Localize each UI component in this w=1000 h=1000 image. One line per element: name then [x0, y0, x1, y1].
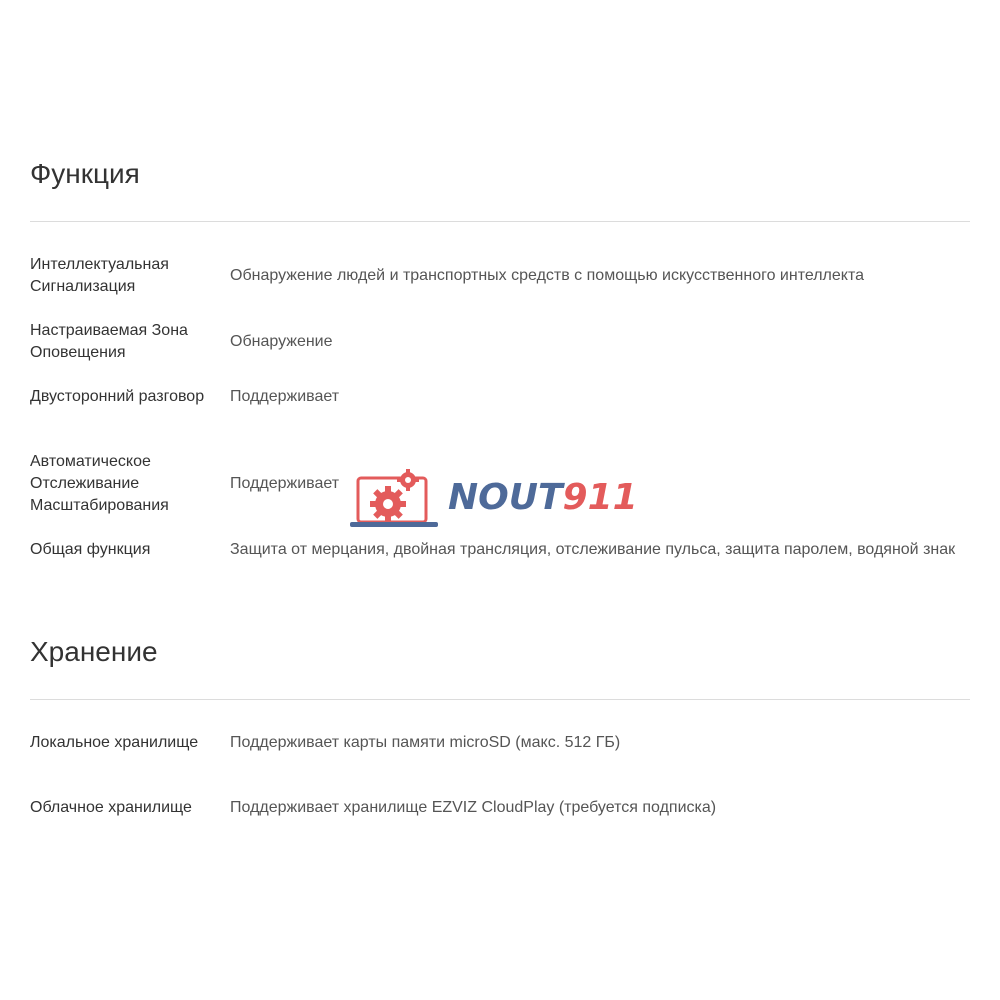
spec-value: Поддерживает — [230, 388, 340, 405]
spec-row-alert-zone — [30, 320, 970, 364]
spec-value: Защита от мерцания, двойная трансляция, отслеживание пульса, защита паролем, водяной знак — [230, 541, 956, 558]
spec-label: Автоматическое Отслеживание Масштабирования — [30, 453, 169, 514]
watermark-text-911: 911 — [562, 477, 638, 518]
spec-value: Поддерживает — [230, 475, 340, 492]
spec-value: Поддерживает хранилище EZVIZ CloudPlay (требуется подписка) — [230, 799, 717, 816]
section-title-storage: Хранение — [30, 636, 158, 667]
spec-row-smart-alarm — [30, 254, 970, 298]
spec-label: Общая функция — [30, 541, 151, 558]
spec-label: Настраиваемая Зона Оповещения — [30, 322, 188, 361]
spec-value: Поддерживает карты памяти microSD (макс. 512 ГБ) — [230, 734, 621, 751]
spec-row-cloud-storage — [30, 797, 970, 819]
spec-label: Локальное хранилище — [30, 734, 199, 751]
nout911-watermark — [348, 466, 658, 532]
spec-label: Двусторонний разговор — [30, 388, 205, 405]
section-divider-storage — [30, 699, 970, 700]
spec-label: Облачное хранилище — [30, 799, 192, 816]
laptop-gears-icon — [348, 466, 440, 532]
watermark-brand-text — [448, 477, 638, 518]
section-title-function: Функция — [30, 158, 140, 189]
spec-row-local-storage — [30, 732, 970, 754]
spec-value: Обнаружение — [230, 333, 333, 350]
section-divider-function — [30, 221, 970, 222]
spec-row-general-function — [30, 539, 970, 561]
watermark-text-nout: NOUT — [448, 477, 563, 518]
spec-row-two-way-talk — [30, 386, 970, 408]
spec-label: Интеллектуальная Сигнализация — [30, 256, 169, 295]
spec-value: Обнаружение людей и транспортных средств с помощью искусственного интеллекта — [230, 267, 864, 284]
